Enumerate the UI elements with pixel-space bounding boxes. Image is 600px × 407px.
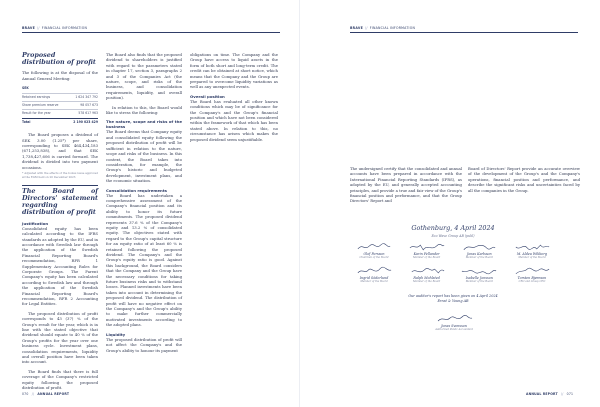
handwritten-signature-icon — [432, 314, 476, 324]
page-number: 070 — [22, 392, 29, 396]
left-running-header: BRAVE // FINANCIAL INFORMATION — [22, 26, 88, 30]
paragraph: The Board deems that Company equity and consolidated equity following the proposed distribution of profit will be sufficient in relation to the nature, scope and risks of the business. In this context, the Board takes into consideration, for example, the Group's historic and budgeted development, investment plans, and the economic situation. — [106, 129, 182, 184]
signature: Isabelle Jonsson Member of the Board — [455, 266, 503, 283]
signature: Ralph Mohlsted Member of the Board — [403, 266, 451, 283]
right-footer: ANNUAL REPORT // 071 — [526, 392, 574, 396]
left-footer: 070 // ANNUAL REPORT — [22, 392, 70, 396]
paragraph: The Board finds that there is full coverage of the Company's restricted equity following the proposed distribution of profit. — [22, 368, 98, 391]
subheading-liquidity: Liquidity — [106, 331, 126, 337]
signature: Karin Fellander Member of the Board — [403, 242, 451, 259]
auditor-note-line: Our auditor's report has been given on 4 April 2024 — [408, 294, 498, 298]
right-running-header: BRAVE // FINANCIAL INFORMATION — [350, 26, 416, 30]
right-header-rule — [350, 32, 578, 33]
handwritten-signature-icon — [460, 242, 498, 252]
section-label: FINANCIAL INFORMATION — [369, 26, 416, 30]
table-row: Share premium reserve 98 057 673 — [22, 101, 98, 109]
handwritten-signature-icon — [408, 242, 446, 252]
company-name: Eco Wave Group AB (publ) — [431, 234, 475, 238]
paragraph: The proposed distribution of profit will not affect the Company's and the Group's ability to honour its payment — [106, 336, 182, 353]
paragraph: The Board has evaluated all other known conditions which may be of significance for the Company's and the Group's financial position and which have not been considered within the framework of that which has been stated above. In relation to this, no circumstance has arisen which makes the proposed dividend seem unjustifiable. — [190, 98, 278, 142]
footer-label: ANNUAL REPORT — [37, 392, 70, 396]
handwritten-signature-icon — [355, 266, 393, 276]
table-total-row: Total 2 190 023 429 — [22, 118, 98, 126]
paragraph: The following is at the disposal of the Annual General Meeting: — [22, 70, 98, 81]
paragraph: The Board also finds that the proposed dividend to shareholders is justified with regard to the parameters stated in chapter 17, section 3, paragraphs 2 and 3 of the Companies Act (the nature, scope, and risks of the business, and consolidation requirements, liquidity, and overall position). — [106, 52, 182, 101]
auditor-signature: Jonas Svensson Authorized Public Accountant — [424, 314, 484, 331]
signature: M. Aldea Wikberg Member of the Board — [508, 242, 556, 259]
signature: Olof Persson Chairman of the Board — [350, 242, 398, 259]
left-column-3 — [190, 52, 278, 146]
distribution-table — [22, 85, 98, 126]
subheading-nature-scope-risks: The nature, scope and risks of the business — [106, 119, 182, 130]
subheading-consolidation: Consolidation requirements — [106, 187, 167, 193]
paragraph: The Board proposes a dividend of SEK 3.00 (1.25*) per share, corresponding to SEK 464,434,183 (671,253,838), and that SEK 1,738,427,606 is carried forward. The dividend is divided into two payment occasions. — [22, 132, 98, 170]
subheading-justification: Justification — [22, 220, 49, 226]
paragraph: The undersigned certify that the consolidated and annual accounts have been prepared in accordance with the International Financial Reporting Standards (IFRS), as adopted by the EU, and generally accepted accounting principles, and provide a true and fair view of the Group's financial position and performance, and that the Group Directors' Report and — [350, 166, 462, 204]
signature-block — [350, 224, 556, 340]
left-column-1 — [22, 52, 98, 394]
heading-proposed-distribution: Proposed distribution of profit — [22, 51, 96, 67]
section-rule — [22, 185, 98, 186]
left-column-2 — [106, 52, 182, 357]
handwritten-signature-icon — [355, 242, 393, 252]
paragraph: In relation to this, the Board would like to stress the following: — [106, 104, 182, 116]
signature-row-2 — [350, 266, 556, 283]
paragraph: Consolidated equity has been calculated according to the IFRS standards as adopted by the EU, and in accordance with Swedish law through the application of the Swedish Financial Reporting Board's recommendation, RFR 1 Supplementary Accounting Rules for Corporate Groups. The Parent Company's equity has been calculated according to Swedish law and through the application of the Swedish Financial Reporting Board's recommendation, RFR 2 Accounting for Legal Entities. — [22, 225, 98, 307]
right-column-2 — [468, 166, 580, 197]
table-row: Result for the year 578 617 963 — [22, 109, 98, 117]
footnote: * Adjusted with the effects of the bonus issue approved at the EGM held on 20 December 2023 — [22, 171, 98, 179]
right-page — [300, 0, 600, 407]
paragraph: Board of Directors' Report provide an accurate overview of the development of the Group's and the Company's operations, financial position and performance, and describe the significant risks and uncertainties faced by all the companies in the Group. — [468, 166, 580, 193]
handwritten-signature-icon — [460, 266, 498, 276]
paragraph: The Board has undertaken a comprehensive assessment of the Company's financial position and its ability to honor its future commitments. The proposed dividend represents 37.6 % of the Company's equity and 13.2 % of consolidated equity. The objectives stated with regard to the Group's capital structure for an equity ratio of at least 60 % is retained following the proposed dividend. The Company's and the Group's equity ratio is good. Against this background, the Board considers that the Company and the Group have the necessary conditions for taking future business risks and to withstand losses. Planned investments have been taken into account in determining the proposed dividend. The distribution of profit will have no negative effect on the Company's and the Group's ability to make further commercially motivated investments according to the adopted plans. — [106, 192, 182, 328]
signature: Ingrid Söderlund Member of the Board — [350, 266, 398, 283]
paragraph: The proposed distribution of profit corresponds to 43 (37) % of the Group's result for the year, which is in line with the stated objective that dividend should equate to 40 % of the Group's profits for the year over one business cycle. Investment plans, consolidation requirements, liquidity and overall position have been taken into account. — [22, 310, 98, 365]
section-label: FINANCIAL INFORMATION — [41, 26, 88, 30]
handwritten-signature-icon — [513, 242, 551, 252]
signature-row-1 — [350, 242, 556, 259]
audit-firm: Ernst & Young AB — [437, 298, 469, 303]
signature: Jonas Karlsson Member of the Board — [455, 242, 503, 259]
signature: Torsten Bjørnson CEO and Group CEO — [508, 266, 556, 283]
handwritten-signature-icon — [513, 266, 551, 276]
right-column-1 — [350, 166, 462, 208]
brand-label: BRAVE — [350, 26, 364, 30]
brand-label: BRAVE — [22, 26, 36, 30]
table-title: SEK — [22, 86, 29, 91]
heading-board-statement: The Board of Directors' statement regarding distribution of profit — [22, 186, 98, 217]
footer-label: ANNUAL REPORT — [526, 392, 558, 396]
table-row: Retained earnings 1 624 347 792 — [22, 93, 98, 101]
handwritten-signature-icon — [408, 266, 446, 276]
paragraph: obligations on time. The Company and the Group have access to liquid assets in the form of both short and long-term credit. The credit can be obtained at short notice, which means that the Company and the Group are prepared to overcome liquidity variations as well as any unexpected events. — [190, 52, 278, 90]
left-header-rule — [22, 32, 280, 33]
auditor-note — [350, 294, 556, 303]
signing-place-date: Gothenburg, 4 April 2024 — [411, 224, 495, 232]
page-number: 071 — [566, 392, 574, 396]
subheading-overall-position: Overall position — [190, 93, 225, 99]
